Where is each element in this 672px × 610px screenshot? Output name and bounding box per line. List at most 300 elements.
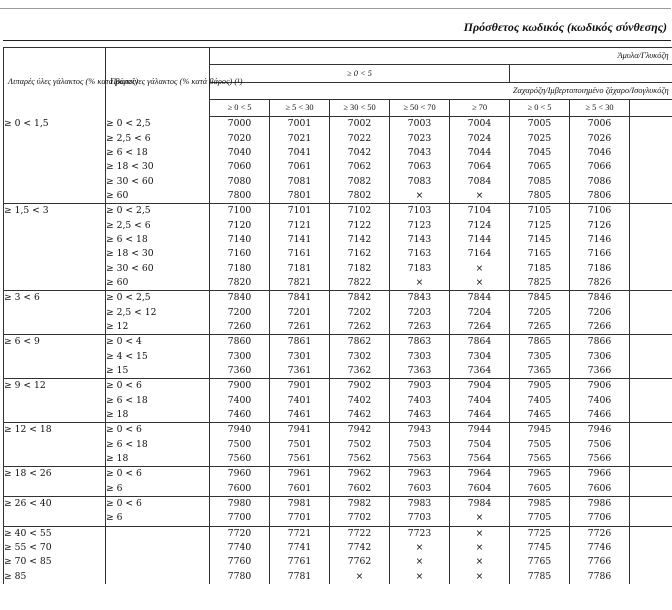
code-cell: 7802	[330, 189, 390, 204]
code-cell: 7720	[210, 526, 270, 541]
tail-cell	[630, 320, 672, 335]
code-cell: 7004	[450, 117, 510, 132]
code-cell: 7360	[210, 364, 270, 379]
code-cell: 7000	[210, 117, 270, 132]
protein-range-cell: ≥ 0 < 6	[106, 496, 210, 511]
tail-cell	[630, 335, 672, 350]
protein-range-cell-empty	[106, 555, 210, 569]
code-cell: 7964	[450, 467, 510, 482]
code-cell: 7900	[210, 379, 270, 394]
code-cell: 7106	[570, 204, 630, 219]
protein-range-cell: ≥ 30 < 60	[106, 174, 210, 188]
code-cell: 7745	[510, 541, 570, 555]
code-cell: 7186	[570, 261, 630, 275]
code-cell: 7003	[390, 117, 450, 132]
tail-cell	[630, 570, 672, 584]
code-cell: 7460	[210, 408, 270, 423]
code-cell: 7066	[570, 160, 630, 174]
tail-cell	[630, 174, 672, 188]
protein-range-cell: ≥ 0 < 6	[106, 379, 210, 394]
code-cell: 7500	[210, 438, 270, 452]
table-row	[4, 335, 672, 350]
tail-cell	[630, 394, 672, 408]
code-cell: ×	[390, 541, 450, 555]
code-cell: 7200	[210, 305, 270, 319]
code-cell: 7041	[270, 146, 330, 160]
code-cell: 7060	[210, 160, 270, 174]
code-cell: 7506	[570, 438, 630, 452]
tail-cell	[630, 233, 672, 247]
code-cell: 7941	[270, 423, 330, 438]
code-cell: 7805	[510, 189, 570, 204]
code-cell: 7085	[510, 174, 570, 188]
tail-cell	[630, 452, 672, 467]
code-cell: 7001	[270, 117, 330, 132]
tail-cell	[630, 555, 672, 569]
code-cell: 7406	[570, 394, 630, 408]
code-cell: 7304	[450, 350, 510, 364]
code-cell: 7862	[330, 335, 390, 350]
code-cell: 7601	[270, 482, 330, 497]
code-cell: ×	[450, 555, 510, 569]
code-cell: 7565	[510, 452, 570, 467]
code-cell: 7120	[210, 218, 270, 232]
code-cell: 7966	[570, 467, 630, 482]
code-cell: 7466	[570, 408, 630, 423]
sugar-range-header: ≥ 50 < 70	[390, 100, 450, 117]
code-cell: 7906	[570, 379, 630, 394]
table-row	[4, 526, 672, 541]
fat-range-cell: ≥ 1,5 < 3	[4, 204, 106, 291]
sugar-range-header-tail	[630, 100, 672, 117]
code-cell: ×	[450, 570, 510, 584]
code-cell: 7105	[510, 204, 570, 219]
code-cell: 7742	[330, 541, 390, 555]
tail-cell	[630, 438, 672, 452]
code-cell: 7701	[270, 511, 330, 526]
code-cell: 7740	[210, 541, 270, 555]
code-cell: 7102	[330, 204, 390, 219]
starch-group-header: Άμυλα/Γλυκόζη	[210, 48, 672, 65]
code-cell: 7400	[210, 394, 270, 408]
code-cell: 7741	[270, 541, 330, 555]
tail-cell	[630, 496, 672, 511]
table-row	[4, 555, 672, 569]
code-cell: 7606	[570, 482, 630, 497]
tail-cell	[630, 146, 672, 160]
code-cell: 7503	[390, 438, 450, 452]
code-cell: ×	[390, 189, 450, 204]
title-rule	[3, 40, 671, 41]
code-cell: 7725	[510, 526, 570, 541]
code-cell: 7204	[450, 305, 510, 319]
fat-range-cell: ≥ 40 < 55	[4, 526, 106, 541]
code-cell: 7006	[570, 117, 630, 132]
code-cell: 7364	[450, 364, 510, 379]
code-cell: 7765	[510, 555, 570, 569]
tail-cell	[630, 291, 672, 306]
protein-range-cell: ≥ 18 < 30	[106, 247, 210, 261]
sugar-range-header: ≥ 30 < 50	[330, 100, 390, 117]
code-cell: 7566	[570, 452, 630, 467]
code-cell: 7820	[210, 276, 270, 291]
code-cell: 7261	[270, 320, 330, 335]
tail-cell	[630, 247, 672, 261]
code-cell: 7942	[330, 423, 390, 438]
code-cell: 7203	[390, 305, 450, 319]
code-cell: 7401	[270, 394, 330, 408]
table-row	[4, 541, 672, 555]
code-cell: 7785	[510, 570, 570, 584]
code-cell: ×	[450, 261, 510, 275]
code-cell: 7262	[330, 320, 390, 335]
code-cell: 7560	[210, 452, 270, 467]
code-cell: 7726	[570, 526, 630, 541]
code-cell: 7564	[450, 452, 510, 467]
code-cell: 7143	[390, 233, 450, 247]
code-cell: 7081	[270, 174, 330, 188]
protein-range-cell: ≥ 60	[106, 189, 210, 204]
code-cell: 7260	[210, 320, 270, 335]
protein-range-cell: ≥ 2,5 < 6	[106, 131, 210, 145]
code-cell: 7904	[450, 379, 510, 394]
table-row	[4, 570, 672, 584]
code-cell: 7864	[450, 335, 510, 350]
composition-code-table	[3, 47, 672, 584]
code-cell: 7362	[330, 364, 390, 379]
starch-range-header-next	[510, 65, 672, 83]
code-cell: 7821	[270, 276, 330, 291]
fat-range-cell: ≥ 9 < 12	[4, 379, 106, 423]
code-cell: 7306	[570, 350, 630, 364]
tail-cell	[630, 204, 672, 219]
code-cell: 7944	[450, 423, 510, 438]
code-cell: 7501	[270, 438, 330, 452]
page-title: Πρόσθετος κωδικός (κωδικός σύνθεσης)	[463, 20, 667, 34]
code-cell: 7040	[210, 146, 270, 160]
protein-range-cell: ≥ 0 < 6	[106, 423, 210, 438]
protein-range-cell: ≥ 0 < 2,5	[106, 204, 210, 219]
code-cell: 7124	[450, 218, 510, 232]
tail-cell	[630, 276, 672, 291]
code-cell: 7265	[510, 320, 570, 335]
code-cell: 7404	[450, 394, 510, 408]
protein-range-cell: ≥ 0 < 4	[106, 335, 210, 350]
protein-range-cell: ≥ 6	[106, 511, 210, 526]
protein-column-header: Πρωτεΐνες γάλακτος (% κατά βάρος) (¹)	[106, 48, 210, 117]
tail-cell	[630, 408, 672, 423]
code-cell: 7982	[330, 496, 390, 511]
code-cell: 7125	[510, 218, 570, 232]
tail-cell	[630, 511, 672, 526]
code-cell: 7263	[390, 320, 450, 335]
code-cell: 7986	[570, 496, 630, 511]
code-cell: 7082	[330, 174, 390, 188]
tail-cell	[630, 423, 672, 438]
code-cell: 7202	[330, 305, 390, 319]
code-cell: 7163	[390, 247, 450, 261]
code-cell: 7700	[210, 511, 270, 526]
code-cell: ×	[390, 555, 450, 569]
code-cell: 7780	[210, 570, 270, 584]
code-cell: 7801	[270, 189, 330, 204]
table-row	[4, 379, 672, 394]
table-row	[4, 204, 672, 219]
code-cell: 7563	[390, 452, 450, 467]
code-cell: 7721	[270, 526, 330, 541]
code-cell: 7183	[390, 261, 450, 275]
code-cell: 7562	[330, 452, 390, 467]
protein-range-cell: ≥ 18 < 30	[106, 160, 210, 174]
fat-range-cell: ≥ 26 < 40	[4, 496, 106, 526]
protein-range-cell: ≥ 0 < 2,5	[106, 291, 210, 306]
fat-range-cell: ≥ 3 < 6	[4, 291, 106, 335]
code-cell: 7946	[570, 423, 630, 438]
code-cell: 7161	[270, 247, 330, 261]
code-cell: 7181	[270, 261, 330, 275]
tail-cell	[630, 541, 672, 555]
code-cell: 7044	[450, 146, 510, 160]
protein-range-cell: ≥ 2,5 < 6	[106, 218, 210, 232]
protein-range-cell-empty	[106, 570, 210, 584]
code-cell: 7104	[450, 204, 510, 219]
code-cell: 7365	[510, 364, 570, 379]
code-cell: 7266	[570, 320, 630, 335]
protein-range-cell-empty	[106, 526, 210, 541]
code-cell: 7762	[330, 555, 390, 569]
code-cell: 7702	[330, 511, 390, 526]
code-cell: 7201	[270, 305, 330, 319]
tail-cell	[630, 305, 672, 319]
sugar-range-header: ≥ 5 < 30	[270, 100, 330, 117]
protein-range-cell: ≥ 2,5 < 12	[106, 305, 210, 319]
sugar-range-header: ≥ 5 < 30	[570, 100, 630, 117]
protein-range-cell: ≥ 15	[106, 364, 210, 379]
tail-cell	[630, 526, 672, 541]
code-cell: 7145	[510, 233, 570, 247]
code-cell: 7841	[270, 291, 330, 306]
code-cell: 7464	[450, 408, 510, 423]
code-cell: 7822	[330, 276, 390, 291]
protein-range-cell: ≥ 12	[106, 320, 210, 335]
protein-range-cell: ≥ 6 < 18	[106, 438, 210, 452]
code-cell: 7705	[510, 511, 570, 526]
code-cell: 7766	[570, 555, 630, 569]
code-cell: 7126	[570, 218, 630, 232]
top-rule	[0, 0, 671, 9]
code-cell: 7123	[390, 218, 450, 232]
code-cell: 7144	[450, 233, 510, 247]
code-cell: 7462	[330, 408, 390, 423]
fat-range-cell: ≥ 18 < 26	[4, 467, 106, 497]
code-cell: 7863	[390, 335, 450, 350]
code-cell: 7064	[450, 160, 510, 174]
code-cell: 7806	[570, 189, 630, 204]
code-cell: 7022	[330, 131, 390, 145]
code-cell: ×	[450, 526, 510, 541]
code-cell: 7861	[270, 335, 330, 350]
code-cell: 7605	[510, 482, 570, 497]
tail-cell	[630, 261, 672, 275]
protein-range-cell: ≥ 18	[106, 408, 210, 423]
code-cell: 7140	[210, 233, 270, 247]
code-cell: 7182	[330, 261, 390, 275]
protein-range-cell: ≥ 0 < 6	[106, 467, 210, 482]
code-cell: 7963	[390, 467, 450, 482]
code-cell: 7165	[510, 247, 570, 261]
code-cell: 7403	[390, 394, 450, 408]
code-cell: 7984	[450, 496, 510, 511]
code-cell: 7845	[510, 291, 570, 306]
code-cell: 7020	[210, 131, 270, 145]
protein-range-cell: ≥ 6 < 18	[106, 394, 210, 408]
code-cell: 7002	[330, 117, 390, 132]
code-cell: 7301	[270, 350, 330, 364]
code-cell: 7603	[390, 482, 450, 497]
code-cell: ×	[390, 276, 450, 291]
code-cell: 7122	[330, 218, 390, 232]
code-cell: 7781	[270, 570, 330, 584]
code-cell: 7786	[570, 570, 630, 584]
table-row	[4, 467, 672, 482]
fat-column-header: Λιπαρές ύλες γάλακτος (% κατά βάρος)	[4, 48, 106, 117]
code-cell: 7042	[330, 146, 390, 160]
code-cell: 7905	[510, 379, 570, 394]
fat-range-cell: ≥ 6 < 9	[4, 335, 106, 379]
code-cell: 7980	[210, 496, 270, 511]
code-cell: ×	[450, 541, 510, 555]
code-cell: 7846	[570, 291, 630, 306]
code-cell: 7205	[510, 305, 570, 319]
code-cell: 7983	[390, 496, 450, 511]
code-cell: 7860	[210, 335, 270, 350]
sugar-range-header: ≥ 0 < 5	[510, 100, 570, 117]
code-cell: 7366	[570, 364, 630, 379]
code-cell: 7300	[210, 350, 270, 364]
code-cell: 7843	[390, 291, 450, 306]
code-cell: 7100	[210, 204, 270, 219]
code-cell: 7962	[330, 467, 390, 482]
code-cell: 7180	[210, 261, 270, 275]
protein-range-cell: ≥ 6	[106, 482, 210, 497]
code-cell: 7463	[390, 408, 450, 423]
code-cell: 7826	[570, 276, 630, 291]
code-cell: 7103	[390, 204, 450, 219]
code-cell: 7800	[210, 189, 270, 204]
code-cell: 7985	[510, 496, 570, 511]
code-cell: 7866	[570, 335, 630, 350]
code-cell: 7901	[270, 379, 330, 394]
code-cell: 7166	[570, 247, 630, 261]
code-cell: 7046	[570, 146, 630, 160]
tail-cell	[630, 117, 672, 132]
tail-cell	[630, 131, 672, 145]
code-cell: 7101	[270, 204, 330, 219]
code-cell: 7063	[390, 160, 450, 174]
protein-range-cell: ≥ 60	[106, 276, 210, 291]
code-cell: 7024	[450, 131, 510, 145]
code-cell: 7086	[570, 174, 630, 188]
code-cell: 7505	[510, 438, 570, 452]
table-row	[4, 117, 672, 132]
code-cell: 7723	[390, 526, 450, 541]
code-cell: 7706	[570, 511, 630, 526]
protein-range-cell: ≥ 6 < 18	[106, 233, 210, 247]
code-cell: 7945	[510, 423, 570, 438]
table-row	[4, 291, 672, 306]
code-cell: 7760	[210, 555, 270, 569]
code-cell: 7025	[510, 131, 570, 145]
code-cell: 7604	[450, 482, 510, 497]
code-cell: 7363	[390, 364, 450, 379]
protein-range-cell: ≥ 4 < 15	[106, 350, 210, 364]
code-cell: 7943	[390, 423, 450, 438]
sugar-range-header: ≥ 0 < 5	[210, 100, 270, 117]
code-cell: ×	[450, 511, 510, 526]
code-cell: 7303	[390, 350, 450, 364]
fat-range-cell: ≥ 0 < 1,5	[4, 117, 106, 204]
code-cell: 7842	[330, 291, 390, 306]
protein-range-cell: ≥ 6 < 18	[106, 146, 210, 160]
code-cell: 7185	[510, 261, 570, 275]
tail-cell	[630, 364, 672, 379]
protein-range-cell: ≥ 30 < 60	[106, 261, 210, 275]
code-cell: 7402	[330, 394, 390, 408]
tail-cell	[630, 189, 672, 204]
code-cell: 7305	[510, 350, 570, 364]
code-cell: 7703	[390, 511, 450, 526]
code-cell: 7026	[570, 131, 630, 145]
code-cell: ×	[450, 189, 510, 204]
tail-cell	[630, 482, 672, 497]
code-cell: ×	[330, 570, 390, 584]
sugar-range-header: ≥ 70	[450, 100, 510, 117]
tail-cell	[630, 467, 672, 482]
code-cell: 7981	[270, 496, 330, 511]
code-cell: 7961	[270, 467, 330, 482]
code-cell: 7146	[570, 233, 630, 247]
code-cell: 7840	[210, 291, 270, 306]
tail-cell	[630, 218, 672, 232]
protein-range-cell-empty	[106, 541, 210, 555]
code-cell: 7960	[210, 467, 270, 482]
code-cell: 7043	[390, 146, 450, 160]
fat-range-cell: ≥ 12 < 18	[4, 423, 106, 467]
code-cell: ×	[390, 570, 450, 584]
code-cell: 7361	[270, 364, 330, 379]
tail-cell	[630, 379, 672, 394]
code-cell: 7062	[330, 160, 390, 174]
code-cell: 7502	[330, 438, 390, 452]
code-cell: 7080	[210, 174, 270, 188]
code-cell: 7162	[330, 247, 390, 261]
code-cell: 7940	[210, 423, 270, 438]
code-cell: 7302	[330, 350, 390, 364]
code-cell: 7023	[390, 131, 450, 145]
code-cell: 7045	[510, 146, 570, 160]
code-cell: 7021	[270, 131, 330, 145]
code-cell: 7164	[450, 247, 510, 261]
code-cell: 7746	[570, 541, 630, 555]
code-cell: 7902	[330, 379, 390, 394]
code-cell: 7504	[450, 438, 510, 452]
code-cell: 7005	[510, 117, 570, 132]
protein-range-cell: ≥ 0 < 2,5	[106, 117, 210, 132]
code-cell: 7405	[510, 394, 570, 408]
table-row	[4, 496, 672, 511]
sugar-group-header: Ζαχαρόζη/Ιμβερτοποιημένο ζάχαρο/Ισογλυκόζη	[210, 83, 672, 100]
code-cell: 7142	[330, 233, 390, 247]
